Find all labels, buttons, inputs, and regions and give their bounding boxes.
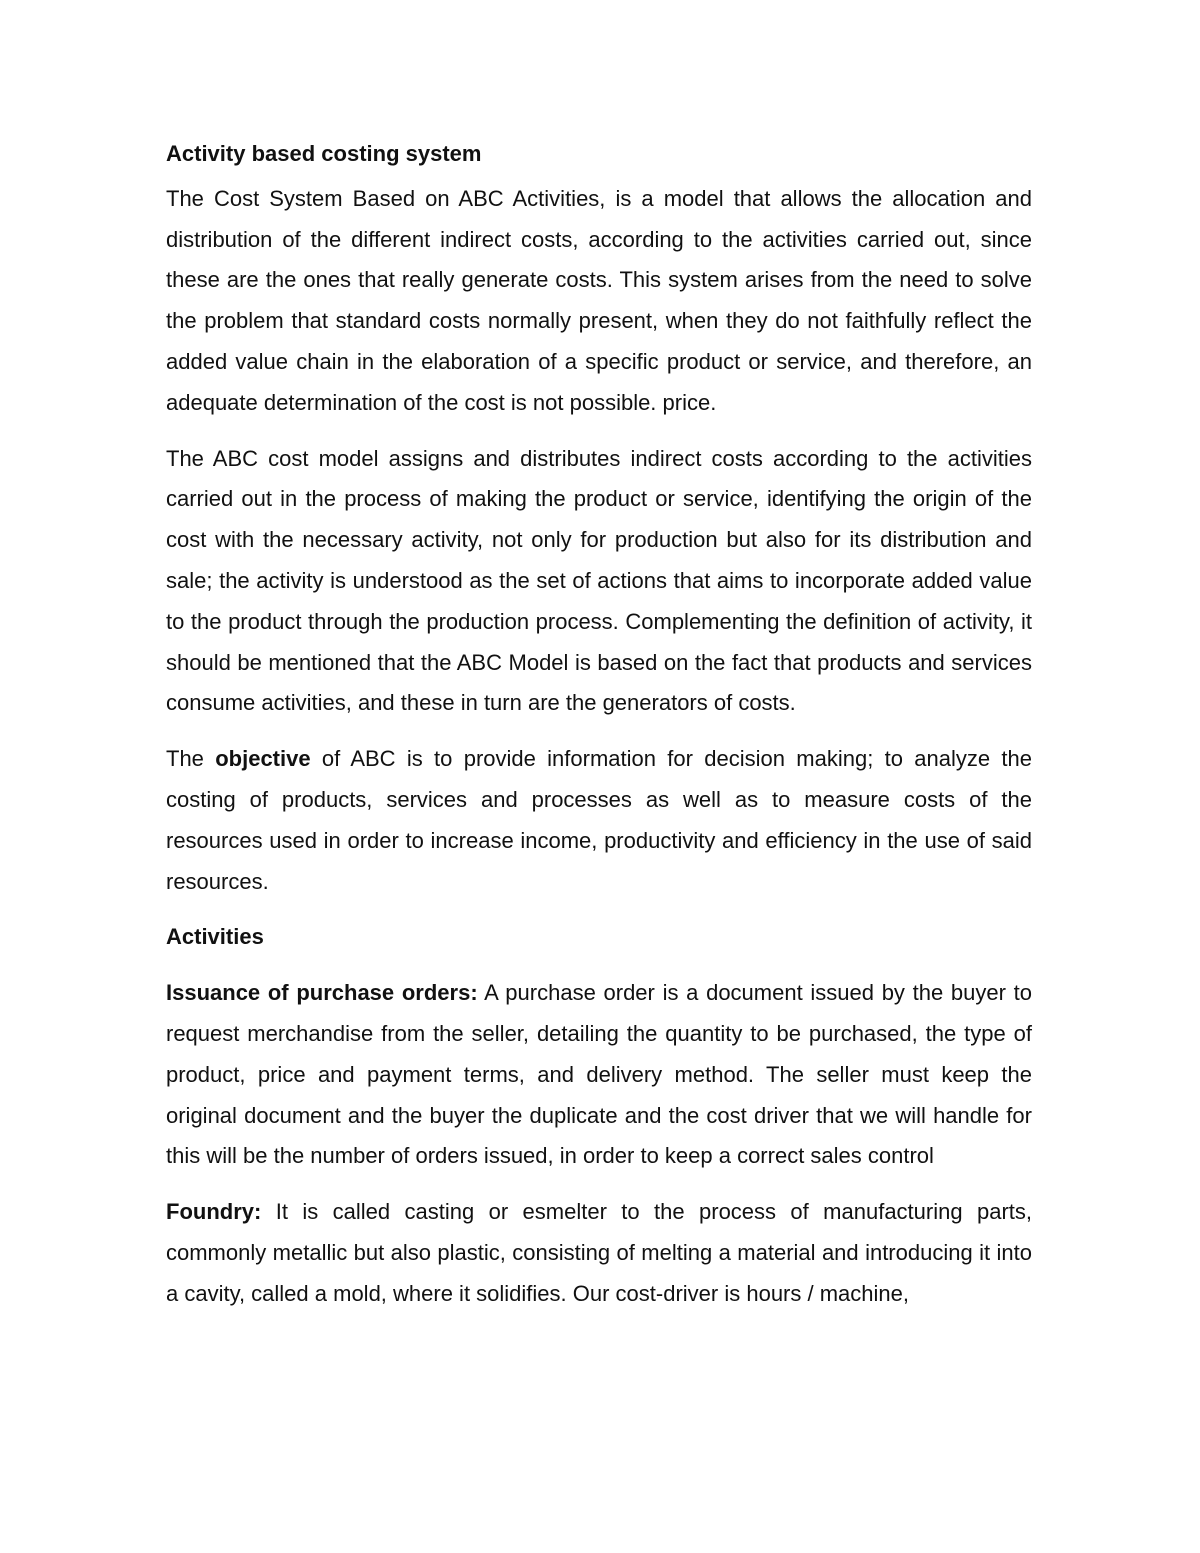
- objective-paragraph: [166, 739, 1032, 902]
- objective-prefix: The: [166, 746, 216, 772]
- objective-term: objective: [215, 746, 311, 772]
- activity-term: Issuance of purchase orders:: [166, 980, 478, 1006]
- activity-purchase-orders: [166, 973, 1032, 1177]
- activity-term: Foundry:: [166, 1199, 262, 1225]
- activities-heading: Activities: [166, 924, 264, 950]
- document-title: Activity based costing system: [166, 141, 482, 166]
- intro-paragraph: The Cost System Based on ABC Activities, is a model that allows the allocation and distribution of the different indirect costs, according to the activities carried out, since these are the ones that really generate costs. This system arises from the need to solve the problem that standard costs normally present, when they do not faithfully reflect the added value chain in the elaboration of a specific product or service, and therefore, an adequate determination of the cost is not possible. price.: [166, 185, 1032, 415]
- activity-text: It is called casting or esmelter to the process of manufacturing parts, commonly metallic but also plastic, consisting of melting a material and introducing it into a cavity, called a mold, where it solidifies. Our cost-driver is hours / machine,: [166, 1199, 1032, 1306]
- activity-foundry: [166, 1192, 1032, 1314]
- document-page: [166, 134, 1032, 1330]
- objective-text: of ABC is to provide information for decision making; to analyze the costing of products, services and processes as well as to measure costs of the resources used in order to increase income, productivity and efficiency in the use of said resources.: [166, 746, 1032, 894]
- abc-model-paragraph: The ABC cost model assigns and distributes indirect costs according to the activities carried out in the process of making the product or service, identifying the origin of the cost with the necessary activity, not only for production but also for its distribution and sale; the activity is understood as the set of actions that aims to incorporate added value to the product through the production process. Complementing the definition of activity, it should be mentioned that the ABC Model is based on the fact that products and services consume activities, and these in turn are the generators of costs.: [166, 445, 1032, 716]
- activity-text: A purchase order is a document issued by the buyer to request merchandise from the seller, detailing the quantity to be purchased, the type of product, price and payment terms, and delivery method. The seller must keep the original document and the buyer the duplicate and the cost driver that we will handle for this will be the number of orders issued, in order to keep a correct sales control: [166, 980, 1032, 1169]
